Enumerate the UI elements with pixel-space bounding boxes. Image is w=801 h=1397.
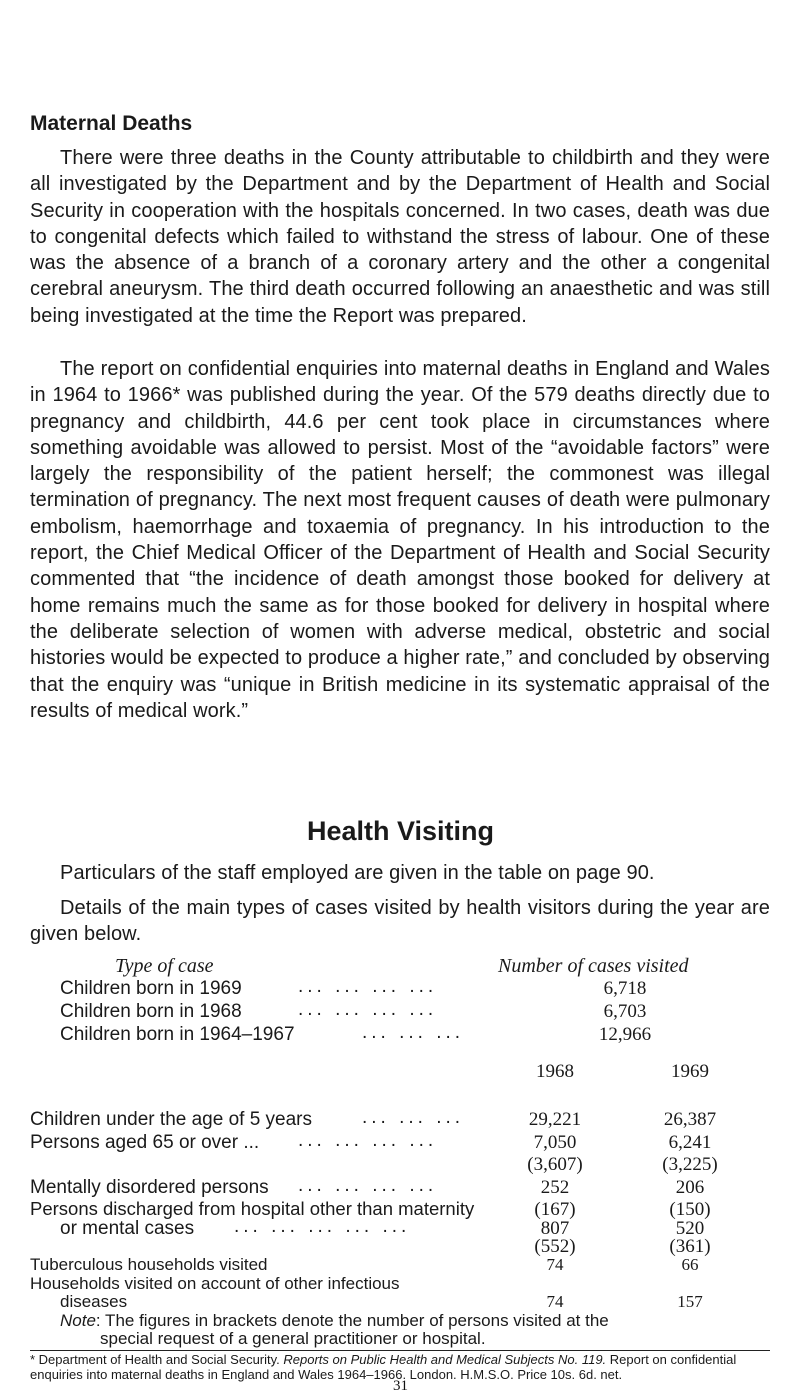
row-label: Children born in 1969 xyxy=(60,978,242,999)
maternal-paragraph-1: There were three deaths in the County attributable to childbirth and they were all investigated by the Department and by the Department of Health and Social Security in cooperation with the hospitals concerned. In two cases, death was due to congenital defects which failed to withstand the stress of labour. One of these was the absence of a branch of a coronary artery and the other a congenital cerebral aneurysm. The third death occurred following an anaesthetic and was still being investigated at the time the Report was prepared. xyxy=(30,147,770,327)
value-1968: 29,221 xyxy=(528,1109,582,1130)
leader-dots: ... ... ... xyxy=(362,1022,465,1043)
value-1969: 66 xyxy=(681,1255,699,1274)
value-1969: 520 xyxy=(675,1218,705,1239)
column-header-number: Number of cases visited xyxy=(498,955,689,977)
leader-dots: ... ... ... ... xyxy=(298,1130,438,1151)
value-1969: 206 xyxy=(675,1177,705,1198)
maternal-paragraph-2: The report on confidential enquiries into maternal deaths in England and Wales in 1964 to 1966* was published during the year. Of the 579 deaths directly due to pregnancy and childbirth, 44.6 per cent took place in circumstances where something avoidable was allowed to persist. Most of the “avoidable factors” were largely the responsibility of the patient herself; the commonest was illegal termination of pregnancy. The next most frequent causes of death were pulmonary embolism, haemorrhage and toxaemia of pregnancy. In his introduction to the report, the Chief Medical Officer of the Department of Health and Social Security commented that “the incidence of death amongst those booked for delivery at home remains much the same as for those booked for delivery in hospital where the deliberate selection of women with adverse medical, obstetric and social histories would be expected to produce a higher rate,” and concluded by observing that the enquiry was “unique in British medicine in its systematic appraisal of the results of medical work.” xyxy=(30,358,770,722)
row-label: Children under the age of 5 years xyxy=(30,1109,313,1130)
footnote-divider xyxy=(30,1350,770,1351)
note-label: Note xyxy=(60,1311,96,1330)
leader-dots: ... ... ... ... xyxy=(298,999,438,1020)
leader-dots: ... ... ... xyxy=(362,1107,465,1128)
value-1968: 7,050 xyxy=(533,1132,577,1153)
row-label-continued: or mental cases xyxy=(60,1218,195,1239)
maternal-deaths-heading: Maternal Deaths xyxy=(30,112,193,135)
note-text: : The figures in brackets denote the number of persons visited at the xyxy=(95,1311,609,1330)
row-label-continued: diseases xyxy=(60,1292,128,1311)
column-header-type: Type of case xyxy=(115,955,214,977)
table-note xyxy=(60,1311,609,1330)
row-label: Tuberculous households visited xyxy=(30,1255,268,1274)
value-1968: 252 xyxy=(540,1177,570,1198)
value-1969: 6,241 xyxy=(668,1132,712,1153)
row-label: Children born in 1964–1967 xyxy=(60,1024,295,1045)
row-label: Children born in 1968 xyxy=(60,1001,242,1022)
bracket-1968: (3,607) xyxy=(527,1154,583,1175)
leader-dots: ... ... ... ... xyxy=(298,1175,438,1196)
health-visiting-paragraph-1: Particulars of the staff employed are given in the table on page 90. xyxy=(60,862,655,884)
health-visiting-heading: Health Visiting xyxy=(306,816,495,846)
year-1969-header: 1969 xyxy=(671,1061,709,1082)
row-label: Persons aged 65 or over ... xyxy=(30,1132,260,1153)
value-1969: 157 xyxy=(677,1292,703,1311)
bracket-1969: (3,225) xyxy=(662,1154,718,1175)
footnote-rest: Report on confidential enquiries into maternal deaths in England and Wales 1964–1966. London. H.M.S.O. Price 10s. 6d. net. xyxy=(30,1352,737,1382)
year-1968-header: 1968 xyxy=(536,1061,574,1082)
row-label: Households visited on account of other infectious xyxy=(30,1274,400,1293)
value-1968: 74 xyxy=(546,1255,564,1274)
bracket-1968: (552) xyxy=(534,1236,576,1257)
leader-dots: ... ... ... ... ... xyxy=(234,1216,411,1237)
footnote-lead: * Department of Health and Social Security. xyxy=(30,1352,284,1367)
health-visiting-paragraph-2: Details of the main types of cases visited by health visitors during the year are given below. xyxy=(30,897,770,946)
row-value: 6,703 xyxy=(603,1001,647,1022)
note-text-continued: special request of a general practitioner or hospital. xyxy=(100,1329,486,1348)
row-label: Mentally disordered persons xyxy=(30,1177,269,1198)
row-value: 6,718 xyxy=(603,978,647,999)
leader-dots: ... ... ... ... xyxy=(298,976,438,997)
value-1968: 807 xyxy=(540,1218,570,1239)
page-number: 31 xyxy=(393,1378,408,1394)
row-value: 12,966 xyxy=(598,1024,652,1045)
bracket-1968: (167) xyxy=(534,1199,576,1220)
footnote-series-title: Reports on Public Health and Medical Subjects No. 119. xyxy=(283,1352,607,1367)
bracket-1969: (361) xyxy=(669,1236,711,1257)
value-1968: 74 xyxy=(546,1292,564,1311)
value-1969: 26,387 xyxy=(663,1109,717,1130)
row-label: Persons discharged from hospital other than maternity xyxy=(30,1198,475,1219)
bracket-1969: (150) xyxy=(669,1199,711,1220)
